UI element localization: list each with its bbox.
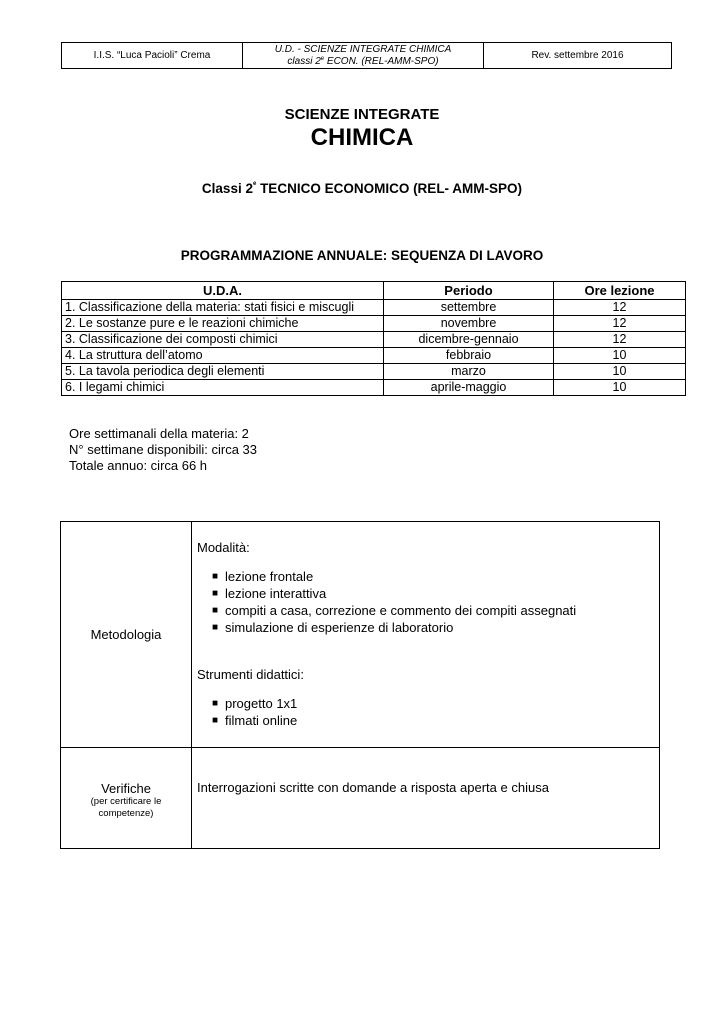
uda-cell: 3. Classificazione dei composti chimici — [62, 332, 384, 348]
ore-cell: 10 — [554, 380, 686, 396]
unit-title — [243, 43, 484, 68]
annual-total: Totale annuo: circa 66 h — [69, 458, 208, 473]
list-item-text: progetto 1x1 — [225, 696, 298, 711]
subject-title: CHIMICA — [310, 124, 414, 151]
classes-pre: Classi 2 — [201, 181, 253, 196]
table-row — [62, 380, 686, 396]
method-table — [60, 521, 660, 849]
list-item-text: filmati online — [225, 713, 298, 728]
uda-cell: 4. La struttura dell’atomo — [62, 348, 384, 364]
list-item — [212, 602, 658, 619]
unit-title-line1: U.D. - SCIENZE INTEGRATE CHIMICA — [274, 43, 452, 55]
bullet-icon: ■ — [212, 698, 219, 709]
header-periodo: Periodo — [384, 282, 554, 300]
modalita-list — [197, 568, 658, 636]
method-row — [61, 522, 660, 748]
list-item-text: lezione interattiva — [225, 586, 327, 601]
hours-info — [69, 426, 257, 474]
revision-date: Rev. settembre 2016 — [531, 50, 624, 61]
list-item — [212, 585, 658, 602]
bullet-icon: ■ — [212, 571, 219, 582]
section-heading: PROGRAMMAZIONE ANNUALE: SEQUENZA DI LAVORO — [180, 248, 544, 263]
table-row — [62, 332, 686, 348]
verifiche-text: Interrogazioni scritte con domande a risposta aperta e chiusa — [197, 780, 549, 795]
unit-course-text: ECON. (REL-AMM-SPO) — [324, 55, 439, 67]
periodo-cell: febbraio — [384, 348, 554, 364]
classes-line — [0, 181, 724, 196]
periodo-cell: aprile-maggio — [384, 380, 554, 396]
weekly-hours: Ore settimanali della materia: 2 — [69, 426, 249, 441]
periodo-cell: novembre — [384, 316, 554, 332]
method-label — [61, 522, 192, 748]
periodo-cell: marzo — [384, 364, 554, 380]
uda-cell: 2. Le sostanze pure e le reazioni chimiche — [62, 316, 384, 332]
bullet-icon: ■ — [212, 715, 219, 726]
verifiche-content — [192, 748, 660, 849]
list-item — [212, 568, 658, 585]
list-item-text: compiti a casa, correzione e commento dei compiti assegnati — [225, 603, 577, 618]
ore-cell: 10 — [554, 348, 686, 364]
strumenti-list — [197, 695, 658, 729]
ore-cell: 10 — [554, 364, 686, 380]
list-item — [212, 695, 658, 712]
school-name: I.I.S. “Luca Pacioli” Crema — [62, 43, 243, 68]
header-uda: U.D.A. — [62, 282, 384, 300]
periodo-cell: dicembre-gennaio — [384, 332, 554, 348]
ore-cell: 12 — [554, 332, 686, 348]
ore-cell: 12 — [554, 300, 686, 316]
table-header-row — [62, 282, 686, 300]
subject-subtitle: SCIENZE INTEGRATE — [284, 106, 440, 123]
bullet-icon: ■ — [212, 605, 219, 616]
uda-table — [61, 281, 686, 396]
ore-cell: 12 — [554, 316, 686, 332]
uda-cell: 6. I legami chimici — [62, 380, 384, 396]
unit-class-sup: e — [320, 55, 325, 62]
table-row — [62, 316, 686, 332]
unit-title-line2 — [287, 56, 438, 68]
verifiche-label-text: Verifiche — [101, 781, 151, 796]
uda-cell: 5. La tavola periodica degli elementi — [62, 364, 384, 380]
list-item-text: lezione frontale — [225, 569, 314, 584]
classes-sup: e — [252, 181, 257, 187]
list-item — [212, 712, 658, 729]
classes-post: TECNICO ECONOMICO (REL- AMM-SPO) — [256, 181, 523, 196]
list-item-text: simulazione di esperienze di laboratorio — [225, 620, 454, 635]
periodo-cell: settembre — [384, 300, 554, 316]
verifiche-label — [61, 748, 192, 849]
modalita-title: Modalità: — [197, 540, 250, 555]
list-item — [212, 619, 658, 636]
table-row — [62, 300, 686, 316]
method-label-text: Metodologia — [90, 627, 162, 642]
method-content — [192, 522, 660, 748]
bullet-icon: ■ — [212, 622, 219, 633]
table-row — [62, 348, 686, 364]
header-ore: Ore lezione — [554, 282, 686, 300]
bullet-icon: ■ — [212, 588, 219, 599]
uda-cell: 1. Classificazione della materia: stati fisici e miscugli — [62, 300, 384, 316]
available-weeks: N° settimane disponibili: circa 33 — [69, 442, 258, 457]
verifiche-row — [61, 748, 660, 849]
table-row — [62, 364, 686, 380]
unit-class-text: classi 2 — [287, 55, 321, 67]
verifiche-note: (per certificare le competenze) — [90, 796, 162, 819]
strumenti-title: Strumenti didattici: — [197, 667, 304, 682]
document-header — [61, 42, 672, 69]
